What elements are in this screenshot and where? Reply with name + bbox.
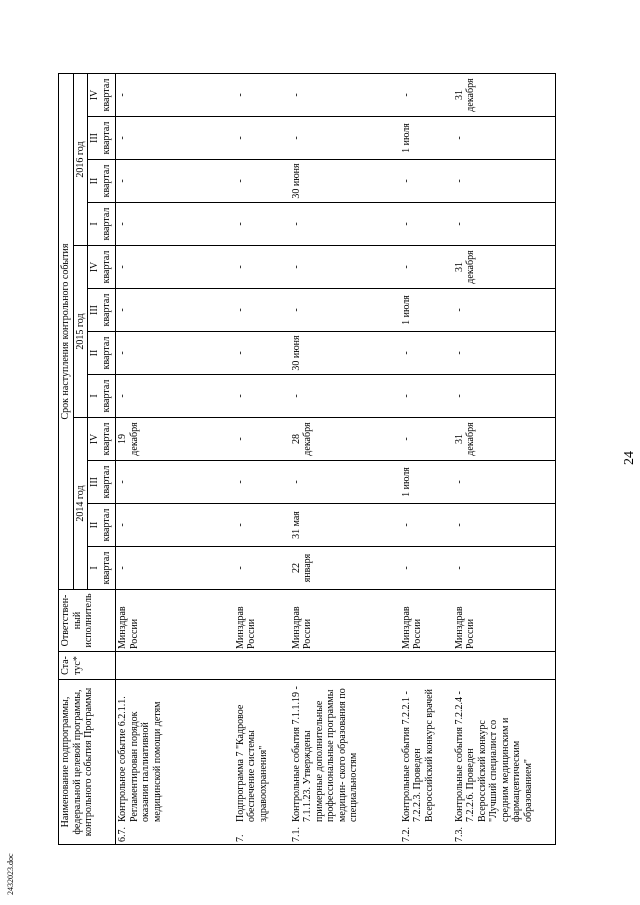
executor-cell: Минздрав России (400, 590, 453, 652)
table-row (116, 74, 234, 845)
row-number: 6.7. (117, 827, 128, 842)
quarter-value-cell: - (234, 332, 290, 375)
quarter-value-cell: 31 декабря (453, 74, 556, 117)
event-name-cell (290, 680, 400, 845)
quarter-value-cell: 31 мая (290, 504, 400, 547)
header-quarter: I квартал (88, 375, 116, 418)
quarter-value-cell: - (234, 160, 290, 203)
event-title: Подпрограмма 7 "Кадровое обеспечение системы здравоохранения" (234, 704, 269, 822)
quarter-value-cell: - (116, 375, 234, 418)
footer-filename: 2432023.doc (6, 853, 15, 895)
header-quarter: I квартал (88, 547, 116, 590)
quarter-value-cell: 30 июня (290, 160, 400, 203)
executor-cell: Минздрав России (234, 590, 290, 652)
quarter-value-cell: - (453, 160, 556, 203)
quarter-value-cell: - (400, 418, 453, 461)
row-number: 7.2. (400, 827, 412, 842)
quarter-value-cell: - (290, 289, 400, 332)
header-deadline: Срок наступления контрольного события (59, 74, 74, 590)
header-executor: Ответствен- ный исполнитель (59, 590, 116, 652)
header-quarter: IV квартал (88, 246, 116, 289)
event-name-cell (234, 680, 290, 845)
quarter-value-cell: - (453, 203, 556, 246)
quarter-value-cell: - (234, 461, 290, 504)
header-name: Наименование подпрограммы, федеральной целевой программы, контрольного события Программы (59, 680, 116, 845)
quarter-value-cell: - (234, 504, 290, 547)
row-number: 7.3. (453, 827, 465, 842)
quarter-value-cell: - (400, 74, 453, 117)
quarter-value-cell: - (453, 117, 556, 160)
event-name-cell (400, 680, 453, 845)
quarter-value-cell: - (400, 203, 453, 246)
header-quarter: IV квартал (88, 418, 116, 461)
header-quarter: II квартал (88, 160, 116, 203)
table-row (400, 74, 453, 845)
table-row (290, 74, 400, 845)
quarter-value-cell: - (453, 375, 556, 418)
quarter-value-cell: - (400, 332, 453, 375)
quarter-value-cell: - (234, 418, 290, 461)
table-row (234, 74, 290, 845)
quarter-value-cell: 1 июля (400, 117, 453, 160)
event-title: Контрольные события 7.1.1.19 - 7.1.1.23. Утверждены примерные дополнительные профессиональные программы медицин- ского образования по специальностям (290, 686, 359, 822)
event-title: Контрольное событие 6.2.1.1. Регламентирован порядок оказания паллиативной медицинской помощи детям (117, 696, 163, 822)
status-cell (453, 652, 556, 680)
header-year: 2016 год (73, 74, 88, 246)
row-number: 7.1. (290, 827, 302, 842)
quarter-value-cell: - (290, 246, 400, 289)
status-cell (400, 652, 453, 680)
quarter-value-cell: - (116, 74, 234, 117)
event-title: Контрольные события 7.2.2.1 - 7.2.2.3. Проведен Всероссийский конкурс врачей (400, 689, 435, 822)
quarter-value-cell: - (116, 504, 234, 547)
quarter-value-cell: - (234, 547, 290, 590)
quarter-value-cell: - (290, 461, 400, 504)
control-events-table (58, 73, 556, 845)
header-quarter: I квартал (88, 203, 116, 246)
quarter-value-cell: - (116, 547, 234, 590)
header-year: 2015 год (73, 246, 88, 418)
quarter-value-cell: - (116, 461, 234, 504)
row-number: 7. (234, 834, 246, 842)
quarter-value-cell: - (290, 375, 400, 418)
quarter-value-cell: - (400, 547, 453, 590)
quarter-value-cell: - (234, 74, 290, 117)
quarter-value-cell: - (116, 160, 234, 203)
quarter-value-cell: - (290, 117, 400, 160)
quarter-value-cell: 1 июля (400, 289, 453, 332)
header-quarter: IV квартал (88, 74, 116, 117)
quarter-value-cell: - (290, 74, 400, 117)
header-quarter: III квартал (88, 461, 116, 504)
page-number: 24 (622, 451, 637, 465)
quarter-value-cell: - (400, 504, 453, 547)
quarter-value-cell: - (116, 117, 234, 160)
status-cell (116, 652, 234, 680)
quarter-value-cell: - (453, 332, 556, 375)
quarter-value-cell: 1 июля (400, 461, 453, 504)
quarter-value-cell: - (400, 160, 453, 203)
quarter-value-cell: - (453, 289, 556, 332)
quarter-value-cell: 31 декабря (453, 246, 556, 289)
quarter-value-cell: - (453, 504, 556, 547)
table-row (453, 74, 556, 845)
quarter-value-cell: - (453, 547, 556, 590)
quarter-value-cell: - (453, 461, 556, 504)
quarter-value-cell: - (234, 117, 290, 160)
header-status: Ста- тус* (59, 652, 116, 680)
status-cell (234, 652, 290, 680)
quarter-value-cell: - (234, 203, 290, 246)
executor-cell: Минздрав России (290, 590, 400, 652)
quarter-value-cell: - (234, 246, 290, 289)
event-name-cell (453, 680, 556, 845)
quarter-value-cell: - (234, 375, 290, 418)
header-quarter: III квартал (88, 289, 116, 332)
quarter-value-cell: - (116, 203, 234, 246)
header-quarter: II квартал (88, 332, 116, 375)
executor-cell: Минздрав России (453, 590, 556, 652)
quarter-value-cell: 22 января (290, 547, 400, 590)
event-name-cell (116, 680, 234, 845)
quarter-value-cell: - (400, 375, 453, 418)
quarter-value-cell: 19 декабря (116, 418, 234, 461)
quarter-value-cell: 30 июня (290, 332, 400, 375)
event-title: Контрольные события 7.2.2.4 - 7.2.2.6. Проведен Всероссийский конкурс "Лучший специалист со средним медицинским и фармацевтическим образованием" (453, 691, 534, 822)
quarter-value-cell: 31 декабря (453, 418, 556, 461)
quarter-value-cell: - (400, 246, 453, 289)
quarter-value-cell: - (116, 332, 234, 375)
header-quarter: II квартал (88, 504, 116, 547)
quarter-value-cell: 28 декабря (290, 418, 400, 461)
quarter-value-cell: - (234, 289, 290, 332)
status-cell (290, 652, 400, 680)
header-year: 2014 год (73, 418, 88, 590)
quarter-value-cell: - (290, 203, 400, 246)
header-quarter: III квартал (88, 117, 116, 160)
quarter-value-cell: - (116, 246, 234, 289)
quarter-value-cell: - (116, 289, 234, 332)
executor-cell: Минздрав России (116, 590, 234, 652)
